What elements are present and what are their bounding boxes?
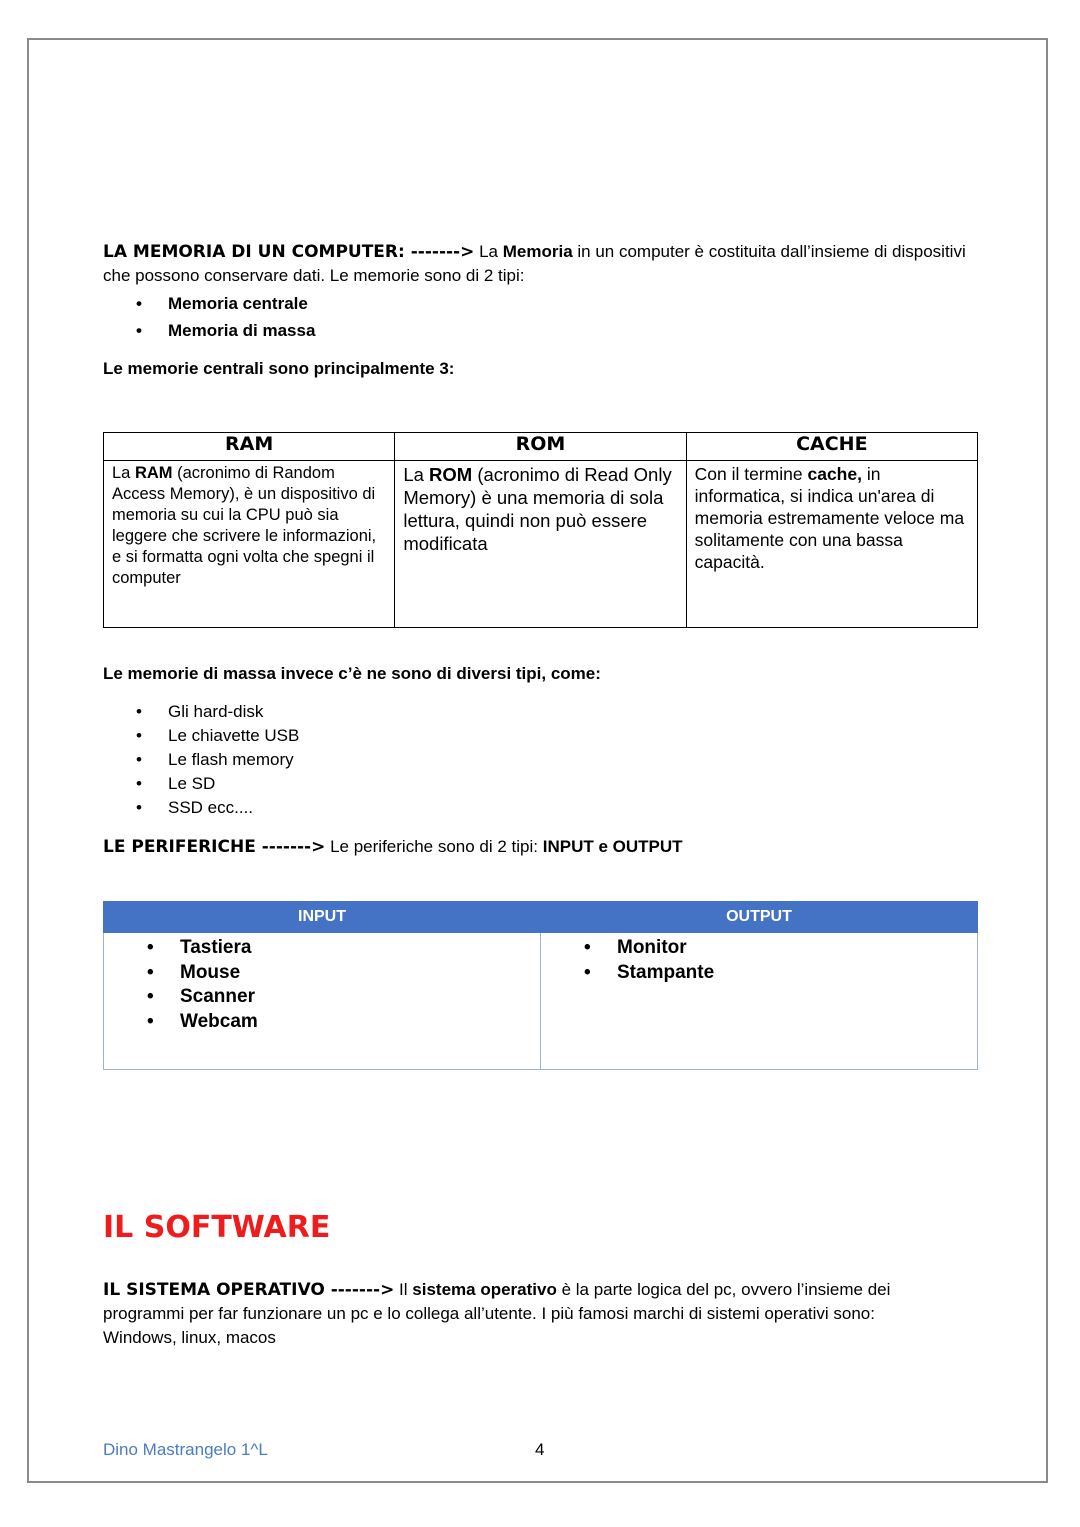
mass-intro: Le memorie di massa invece c’è ne sono di diversi tipi, come: xyxy=(103,664,601,683)
text: Le periferiche sono di 2 tipi: xyxy=(325,837,543,856)
memory-paragraph xyxy=(103,240,973,288)
text: La xyxy=(474,242,503,261)
footer-author: Dino Mastrangelo 1^L xyxy=(103,1440,268,1459)
list-item: • Webcam xyxy=(105,1010,539,1035)
header-output: OUTPUT xyxy=(541,902,978,933)
text: è la parte logica del pc, ovvero l’insieme dei programmi per far funzionare un pc e lo collega all’utente. I più famosi marchi di sistemi operativi sono: Windows, linux, macos xyxy=(103,1280,891,1347)
peripherals-paragraph xyxy=(103,835,973,859)
text: Con il termine xyxy=(694,464,808,484)
peripherals-heading: LE PERIFERICHE -------> xyxy=(103,837,326,857)
bold-term: cache, xyxy=(807,464,862,484)
bold-term: sistema operativo xyxy=(412,1280,557,1299)
bold-term: RAM xyxy=(134,464,173,482)
text: (acronimo di Read Only Memory) è una memoria di sola lettura, quindi non può essere modificata xyxy=(403,464,672,554)
list-item: • Le chiavette USB xyxy=(103,724,973,748)
list-item: • Scanner xyxy=(105,985,539,1010)
bold-term: ROM xyxy=(429,464,473,485)
cell-output xyxy=(541,933,978,1070)
list-item: • Tastiera xyxy=(105,936,539,961)
list-item: • Le SD xyxy=(103,772,973,796)
cell-rom xyxy=(395,461,686,628)
text: (acronimo di Random Access Memory), è un dispositivo di memoria su cui la CPU può sia leggere che scrivere le informazioni, e si formatta ogni volta che spegni il computer xyxy=(112,464,377,587)
cell-input xyxy=(104,933,541,1070)
list-item: • Gli hard-disk xyxy=(103,700,973,724)
list-item: • Monitor xyxy=(542,936,976,961)
os-paragraph xyxy=(103,1278,943,1350)
list-item: • Le flash memory xyxy=(103,748,973,772)
text: La xyxy=(112,464,135,482)
page-number: 4 xyxy=(535,1440,545,1459)
list-item: • Memoria di massa xyxy=(103,317,973,344)
text: Il xyxy=(394,1280,413,1299)
header-cache: CACHE xyxy=(686,433,977,461)
io-table xyxy=(103,901,978,1070)
central-intro: Le memorie centrali sono principalmente 3: xyxy=(103,359,455,378)
cell-cache xyxy=(686,461,977,628)
os-heading: IL SISTEMA OPERATIVO -------> xyxy=(103,1280,395,1300)
section-title: IL SOFTWARE xyxy=(103,1210,331,1245)
memory-types-list xyxy=(103,290,973,344)
mass-list xyxy=(103,700,973,820)
header-rom: ROM xyxy=(395,433,686,461)
list-item: • SSD ecc.... xyxy=(103,796,973,820)
memory-heading: LA MEMORIA DI UN COMPUTER: -------> xyxy=(103,242,475,262)
list-item: • Stampante xyxy=(542,961,976,986)
list-item: • Memoria centrale xyxy=(103,290,973,317)
header-input: INPUT xyxy=(104,902,541,933)
cell-ram xyxy=(104,461,395,628)
bold-term: INPUT e OUTPUT xyxy=(542,837,683,856)
header-ram: RAM xyxy=(104,433,395,461)
memory-table xyxy=(103,432,978,628)
text: in informatica, si indica un'area di memoria estremamente veloce ma solitamente con una bassa capacità. xyxy=(694,464,965,572)
text: La xyxy=(403,464,430,485)
bold-term: Memoria xyxy=(502,242,573,261)
text: in un computer è costituita dall’insieme di dispositivi che possono conservare dati. Le memorie sono di 2 tipi: xyxy=(103,242,966,285)
list-item: • Mouse xyxy=(105,961,539,986)
